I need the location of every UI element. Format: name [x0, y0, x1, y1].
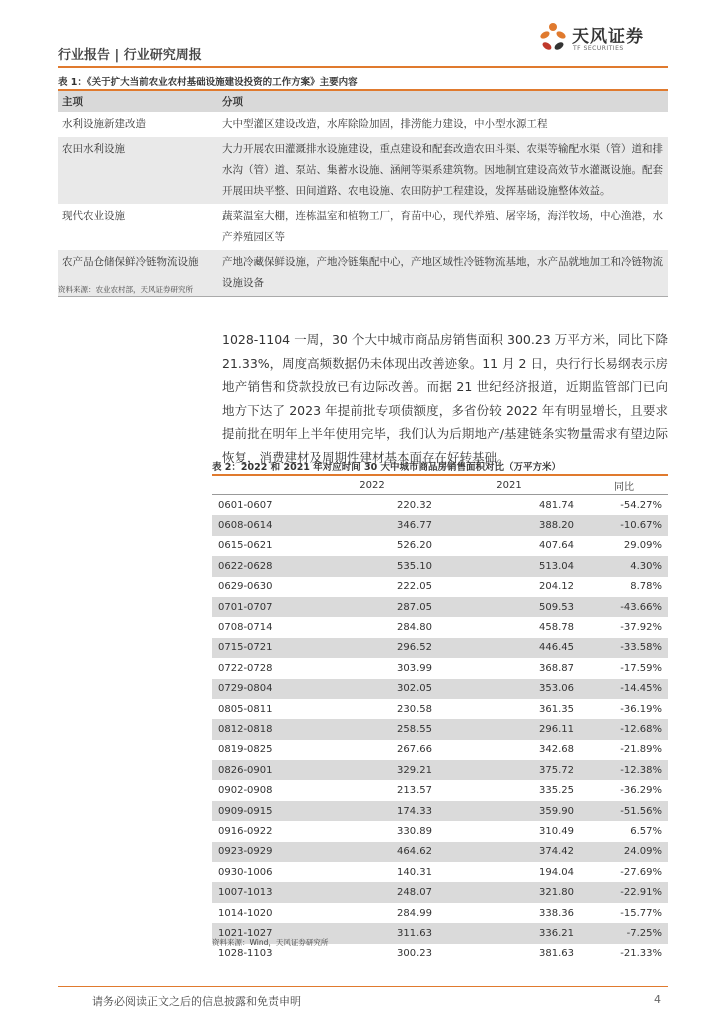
table2-cell-2022: 287.05 [306, 597, 438, 617]
table2-cell-period: 0805-0811 [218, 703, 273, 715]
table1-cell-sub: 大力开展农田灌溉排水设施建设，重点建设和配套改造农田斗渠、农渠等输配水渠（管）道和排水沟（管）道、泵站、集蓄水设施、涵闸等渠系建筑物。因地制宜建设高效节水灌溉设施。配套开展田块平整、田间道路、农电设施、农田防护工程建设，发挥基础设施整体效益。 [218, 137, 668, 204]
table2-cell-yoy: -12.68% [580, 719, 668, 739]
table-row [58, 137, 668, 204]
table2-cell-2022: 329.21 [306, 760, 438, 780]
table2-cell-2022: 230.58 [397, 703, 432, 715]
table2-cell-2022: 526.20 [397, 540, 432, 552]
table2-cell-2021: 361.35 [539, 703, 574, 715]
body-paragraph: 1028-1104 一周，30 个大中城市商品房销售面积 300.23 万平方米，同比下降 21.33%，周度高频数据仍未体现出改善迹象。11 月 2 日，央行行长易纲表示房地产销售和贷款投放已有边际改善。而据 21 世纪经济报道，近期监管部门已向地方下达了 2023 年提前批专项债额度，多省份较 2022 年有明显增长，且要求提前批在明年上半年使用完毕，我们认为后期地产/基建链条实物量需求有望边际恢复，消费建材及周期性建材基本面存在好转基础。 [222, 332, 668, 465]
table2-cell-period: 0608-0614 [212, 515, 306, 535]
table-row [212, 658, 668, 678]
table2-cell-period: 0622-0628 [212, 556, 306, 576]
table1-caption: 表 1：《关于扩大当前农业农村基础设施建设投资的工作方案》主要内容 [58, 77, 358, 88]
table2-header-2022: 2022 [306, 475, 438, 495]
table2-cell-2021: 368.87 [539, 662, 574, 674]
table2-cell-2021: 335.25 [539, 785, 574, 797]
table2-cell-yoy: 24.09% [580, 842, 668, 862]
table2-cell-2022: 174.33 [306, 801, 438, 821]
table1 [58, 89, 668, 297]
table-row [212, 882, 668, 902]
table2-cell-period: 0930-1006 [218, 866, 273, 878]
table2-cell-yoy: -36.29% [620, 785, 662, 797]
table1-header-sub: 分项 [218, 90, 668, 112]
table1-cell-main: 农田水利设施 [58, 137, 218, 204]
table1-cell-sub: 产地冷藏保鲜设施，产地冷链集配中心，产地区域性冷链物流基地，水产品就地加工和冷链物流设施设备 [218, 250, 668, 297]
table2-cell-yoy: -51.56% [580, 801, 668, 821]
table2-cell-yoy: 4.30% [580, 556, 668, 576]
table2-cell-2021: 407.64 [539, 540, 574, 552]
table2-cell-2021: 359.90 [438, 801, 580, 821]
logo-en-text: TF SECURITIES [573, 45, 624, 52]
table2-cell-period: 0916-0922 [218, 825, 273, 837]
table2-cell-yoy: 6.57% [630, 825, 662, 837]
table2-cell-period: 0819-0825 [218, 744, 273, 756]
table2-cell-2021: 338.36 [539, 907, 574, 919]
table2-cell-yoy: -37.92% [620, 622, 662, 634]
table2-cell-2022: 284.80 [397, 622, 432, 634]
table-row [212, 577, 668, 597]
table2-cell-2022: 220.32 [397, 499, 432, 511]
table1-cell-sub: 蔬菜温室大棚，连栋温室和植物工厂，育苗中心，现代养殖、屠宰场，海洋牧场，中心渔港，水产养殖园区等 [222, 210, 663, 243]
table-row [212, 719, 668, 739]
table2-cell-2022: 284.99 [397, 907, 432, 919]
table2 [212, 474, 668, 964]
table2-cell-2022: 213.57 [397, 785, 432, 797]
table2-cell-period: 1021-1027 [212, 923, 306, 943]
table-row [212, 679, 668, 699]
table2-cell-period: 0923-0929 [212, 842, 306, 862]
table-row [212, 495, 668, 516]
table2-cell-2021: 296.11 [438, 719, 580, 739]
logo-cn-text: 天风证券 [572, 27, 644, 47]
table2-cell-period: 1028-1103 [218, 948, 273, 960]
table2-cell-period: 0701-0707 [212, 597, 306, 617]
table2-cell-period: 0629-0630 [218, 581, 273, 593]
table2-cell-period: 0909-0915 [212, 801, 306, 821]
table2-cell-period: 1007-1013 [212, 882, 306, 902]
table2-cell-2022: 311.63 [306, 923, 438, 943]
table2-cell-2022: 535.10 [306, 556, 438, 576]
table2-cell-yoy: -7.25% [580, 923, 668, 943]
table-row [212, 699, 668, 719]
table2-cell-yoy: -22.91% [580, 882, 668, 902]
table2-cell-2021: 353.06 [438, 679, 580, 699]
table-row [58, 112, 668, 137]
table-row [212, 842, 668, 862]
logo-mark-icon [536, 20, 570, 54]
table2-cell-2021: 446.45 [438, 638, 580, 658]
table-row [212, 780, 668, 800]
table-row [212, 740, 668, 760]
table2-cell-2021: 374.42 [438, 842, 580, 862]
table1-cell-main: 水利设施新建改造 [62, 118, 146, 130]
company-logo [536, 20, 666, 60]
table2-cell-yoy: -17.59% [620, 662, 662, 674]
table2-cell-period: 0722-0728 [218, 662, 273, 674]
table2-cell-2022: 258.55 [306, 719, 438, 739]
table2-cell-yoy: -36.19% [620, 703, 662, 715]
table2-cell-yoy: -15.77% [620, 907, 662, 919]
table2-cell-yoy: -12.38% [580, 760, 668, 780]
table2-caption: 表 2：2022 和 2021 年对应时间 30 大中城市商品房销售面积对比（万平方米） [212, 462, 562, 473]
table2-cell-period: 0826-0901 [212, 760, 306, 780]
table-row [212, 515, 668, 535]
table2-header-2021: 2021 [438, 475, 580, 495]
table-row [212, 821, 668, 841]
table2-cell-2021: 509.53 [438, 597, 580, 617]
table1-source: 资料来源：农业农村部，天风证券研究所 [58, 285, 193, 294]
table2-cell-yoy: -33.58% [580, 638, 668, 658]
table2-cell-2021: 310.49 [539, 825, 574, 837]
table2-cell-2021: 458.78 [539, 622, 574, 634]
table2-cell-2021: 336.21 [438, 923, 580, 943]
table-row [212, 556, 668, 576]
table2-cell-2021: 204.12 [539, 581, 574, 593]
table2-cell-2022: 267.66 [397, 744, 432, 756]
table2-cell-yoy: -27.69% [620, 866, 662, 878]
table2-cell-period: 0902-0908 [218, 785, 273, 797]
table2-body [212, 495, 668, 964]
table2-cell-2022: 302.05 [306, 679, 438, 699]
table1-header-main: 主项 [58, 90, 218, 112]
table2-cell-period: 0812-0818 [212, 719, 306, 739]
table2-cell-2022: 248.07 [306, 882, 438, 902]
table2-cell-2022: 300.23 [397, 948, 432, 960]
table2-cell-period: 0615-0621 [218, 540, 273, 552]
table-row [212, 801, 668, 821]
table2-cell-yoy: -14.45% [580, 679, 668, 699]
table-row [212, 862, 668, 882]
table-row [212, 617, 668, 637]
page-number: 4 [654, 993, 661, 1006]
table1-cell-main: 农产品仓储保鲜冷链物流设施 [58, 250, 218, 297]
table2-cell-2021: 342.68 [539, 744, 574, 756]
table2-cell-yoy: -43.66% [580, 597, 668, 617]
table2-cell-period: 0708-0714 [218, 622, 273, 634]
table2-cell-yoy: 8.78% [630, 581, 662, 593]
table2-cell-yoy: -10.67% [580, 515, 668, 535]
table2-cell-2022: 296.52 [306, 638, 438, 658]
table2-cell-period: 0729-0804 [212, 679, 306, 699]
table2-cell-2021: 375.72 [438, 760, 580, 780]
table2-cell-2021: 513.04 [438, 556, 580, 576]
table2-cell-2022: 330.89 [397, 825, 432, 837]
table2-cell-2021: 481.74 [539, 499, 574, 511]
table-row [212, 903, 668, 923]
table2-cell-2022: 222.05 [397, 581, 432, 593]
table2-cell-2022: 464.62 [306, 842, 438, 862]
table2-cell-yoy: -54.27% [620, 499, 662, 511]
table2-cell-2021: 381.63 [539, 948, 574, 960]
table2-source: 资料来源：Wind，天风证券研究所 [212, 938, 329, 947]
table-row [212, 597, 668, 617]
table2-cell-2022: 346.77 [306, 515, 438, 535]
table2-cell-period: 1014-1020 [218, 907, 273, 919]
table2-cell-yoy: -21.33% [620, 948, 662, 960]
table2-cell-yoy: 29.09% [623, 540, 662, 552]
footer-divider [58, 986, 668, 987]
table2-cell-period: 0715-0721 [212, 638, 306, 658]
table2-cell-2021: 388.20 [438, 515, 580, 535]
table-row [212, 536, 668, 556]
table1-cell-main: 现代农业设施 [62, 210, 125, 222]
report-type: 行业报告 | 行业研究周报 [58, 48, 202, 63]
table2-cell-2021: 321.80 [438, 882, 580, 902]
table2-cell-2022: 140.31 [397, 866, 432, 878]
table2-cell-2022: 303.99 [397, 662, 432, 674]
table-row [58, 204, 668, 250]
table1-cell-sub: 大中型灌区建设改造，水库除险加固，排涝能力建设，中小型水源工程 [222, 118, 548, 130]
page-header [58, 27, 668, 66]
table-row [212, 760, 668, 780]
table2-cell-2021: 194.04 [539, 866, 574, 878]
table2-header-yoy: 同比 [580, 475, 668, 495]
footer-disclaimer: 请务必阅读正文之后的信息披露和免责申明 [92, 995, 301, 1008]
header-divider [58, 66, 668, 68]
table2-cell-yoy: -21.89% [620, 744, 662, 756]
table-row [212, 638, 668, 658]
table2-header-period [212, 475, 306, 495]
table2-cell-period: 0601-0607 [218, 499, 273, 511]
